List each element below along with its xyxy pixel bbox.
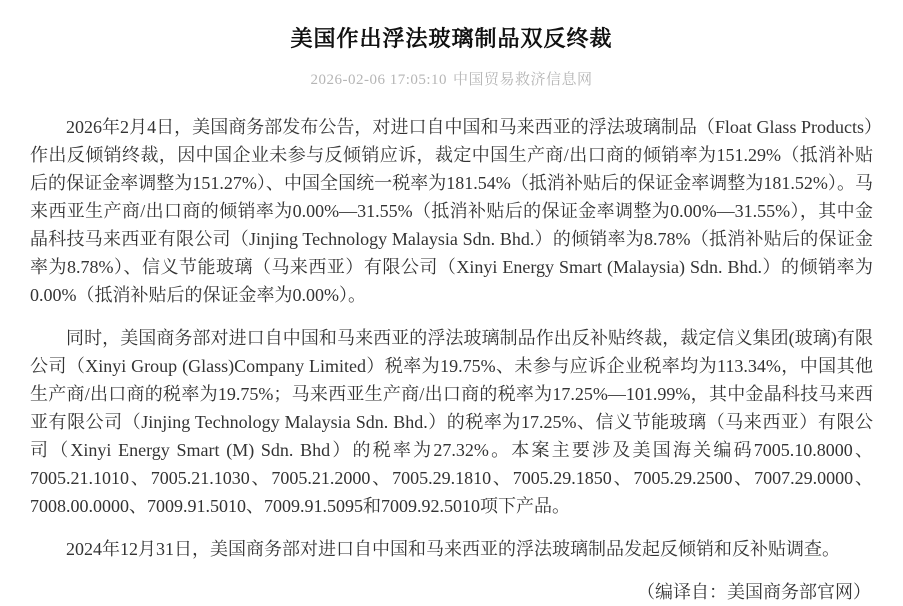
source-attribution-note: （编译自：美国商务部官网） <box>637 582 871 602</box>
page-title: 美国作出浮法玻璃制品双反终裁 <box>290 26 613 51</box>
paragraph-antidumping-ruling: 2026年2月4日，美国商务部发布公告，对进口自中国和马来西亚的浮法玻璃制品（Float Glass Products）作出反倾销终裁，因中国企业未参与反倾销应诉，裁定中国生产商/出口商的倾销率为151.29%（抵消补贴后的保证金率调整为151.27%）、中国全国统一税率为181.54%（抵消补贴后的保证金率调整为181.52%）。马来西亚生产商/出口商的倾销率为0.00%—31.55%（抵消补贴后的保证金率调整为0.00%—31.55%），其中金晶科技马来西亚有限公司（Jinjing Technology Malaysia Sdn. Bhd.）的倾销率为8.78%（抵消补贴后的保证金率为8.78%）、信义节能玻璃（马来西亚）有限公司（Xinyi Energy Smart (Malaysia) Sdn. Bhd.）的倾销率为0.00%（抵消补贴后的保证金率为0.00%）。 <box>30 117 873 305</box>
publish-timestamp: 2026-02-06 17:05:10 <box>310 72 448 88</box>
article-meta <box>30 68 873 89</box>
paragraph-investigation-start: 2024年12月31日，美国商务部对进口自中国和马来西亚的浮法玻璃制品发起反倾销和反补贴调查。 <box>66 539 840 559</box>
source-site-name: 中国贸易救济信息网 <box>453 72 593 88</box>
article-body <box>30 113 873 563</box>
paragraph-countervailing-ruling: 同时，美国商务部对进口自中国和马来西亚的浮法玻璃制品作出反补贴终裁，裁定信义集团(玻璃)有限公司（Xinyi Group (Glass)Company Limited）税率为19.75%、未参与应诉企业税率均为113.34%，中国其他生产商/出口商的税率为19.75%；马来西亚生产商/出口商的税率为17.25%—101.99%，其中金晶科技马来西亚有限公司（Jinjing Technology Malaysia Sdn. Bhd.）的税率为17.25%、信义节能玻璃（马来西亚）有限公司（Xinyi Energy Smart (M) Sdn. Bhd）的税率为27.32%。本案主要涉及美国海关编码7005.10.8000、7005.21.1010、7005.21.1030、7005.21.2000、7005.29.1810、7005.29.1850、7005.29.2500、7007.29.0000、7008.00.0000、7009.91.5010、7009.91.5095和7009.92.5010项下产品。 <box>30 328 873 516</box>
